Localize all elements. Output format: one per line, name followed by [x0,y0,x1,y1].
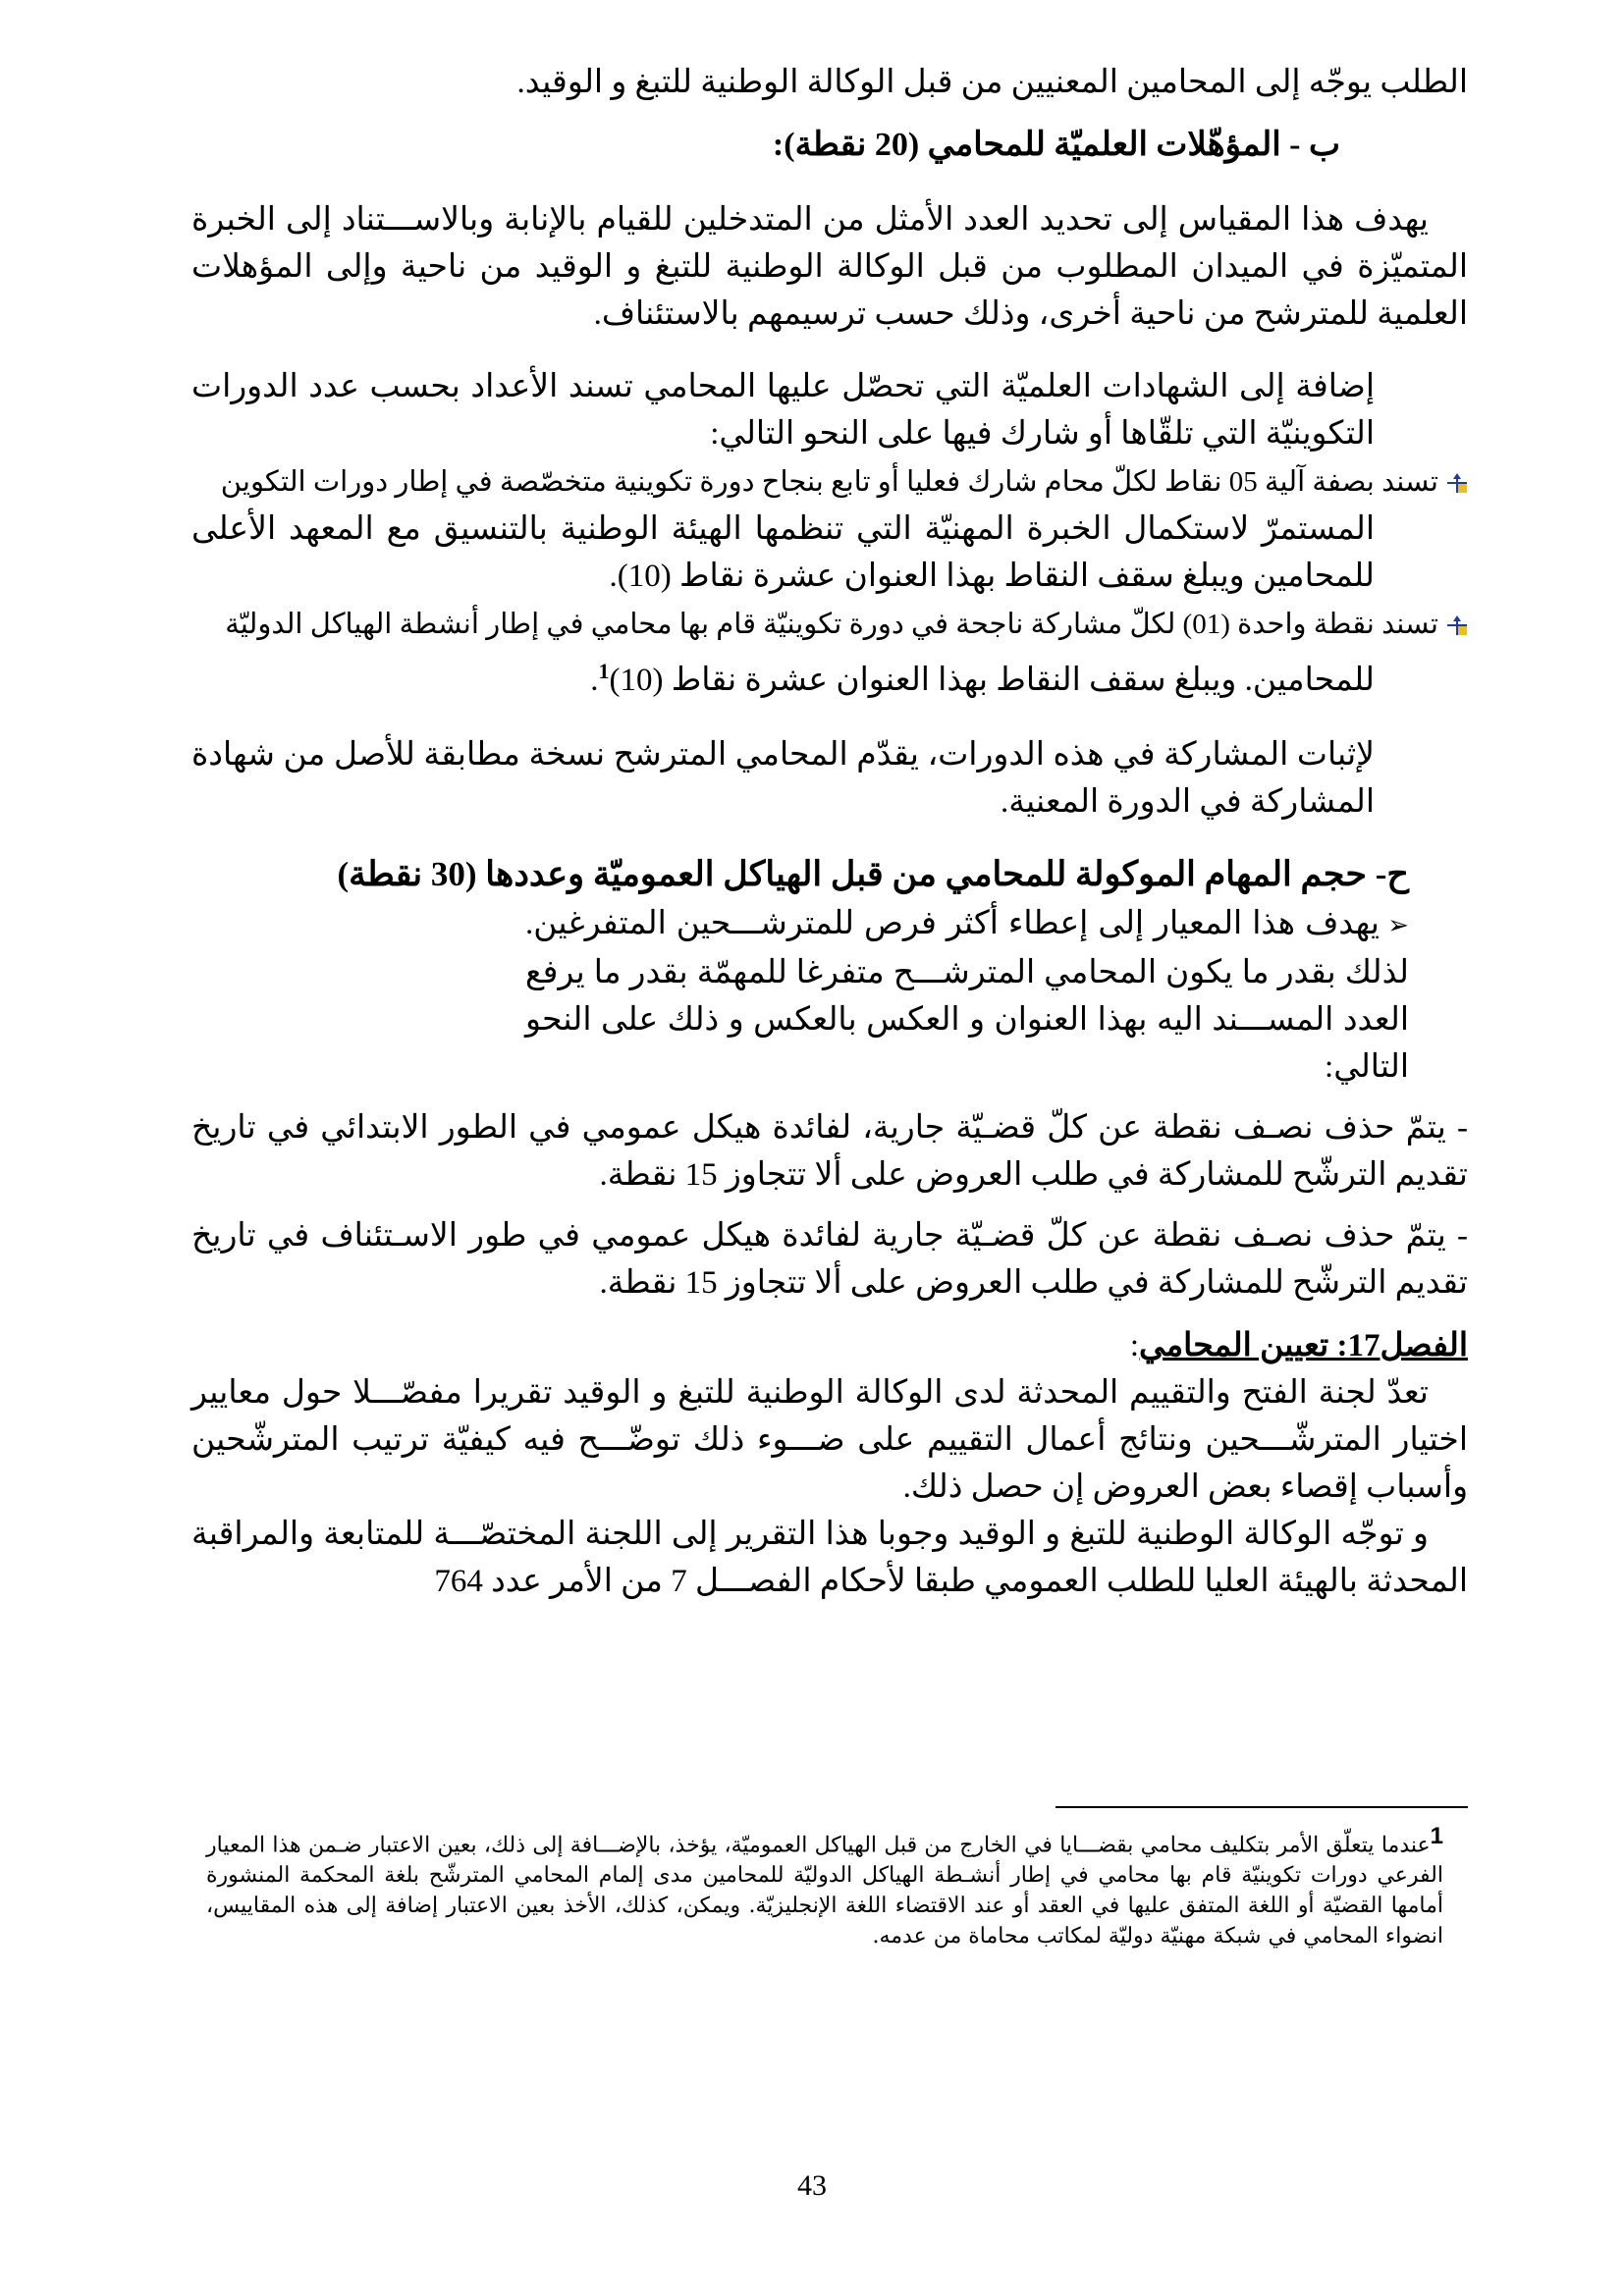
chapter-17-heading: الفصل17: تعيين المحامي [1138,1328,1468,1363]
footnote-text: عندما يتعلّق الأمر بتكليف محامي بقضـــايا في الخارج من قبل الهياكل العموميّة، يؤخذ، بالإضـــافة إلى ذلك، بعين الاعتبار ضـمن هذا المعيار الفرعي دورات تكوينيّة قام بها محامي في إطار أنشـطة الهياكل الدوليّة للمحامين مدى إلمام المحامي المترشّح بلغة المحكمة المنشورة أمامها القضيّة أو اللغة المتفق عليها في العقد أو عند الاقتضاء اللغة الإنجليزيّة. ويمكن، كذلك، الأخذ بعين الاعتبار إضافة إلى هذه المقاييس، انضواء المحامي في شبكة مهنيّة دوليّة لمكاتب محاماة من عدمه. [206,1833,1443,1949]
footnote-reference[interactable]: 1 [598,659,610,683]
chapter-17-paragraph-1: تعدّ لجنة الفتح والتقييم المحدثة لدى الوكالة الوطنية للتبغ و الوقيد تقريرا مفصّـــلا حول معايير اختيار المترشّـــحين ونتائج أعمال التقييم على ضـــوء ذلك توضّـــح فيه كيفيّة ترتيب المترشّحين وأسباب إقصاء بعض العروض إن حصل ذلك. [191,1375,1468,1505]
section-b-paragraph-1: يهدف هذا المقياس إلى تحديد العدد الأمثل من المتدخلين للقيام بالإنابة وبالاســـتناد إلى الخبرة المتميّزة في الميدان المطلوب من قبل الوكالة الوطنية للتبغ و الوقيد من ناحية وإلى المؤهلات العلمية للمترشح من ناحية أخرى، وذلك حسب ترسيمهم بالاستئناف. [191,202,1468,332]
intro-line: الطلب يوجّه إلى المحامين المعنيين من قبل الوكالة الوطنية للتبغ و الوقيد. [516,65,1468,100]
section-b-paragraph-2-block [191,363,1468,457]
section-b-heading: ب - المؤهّلات العلميّة للمحامي (20 نقطة): [772,127,1340,163]
list-item [191,600,1468,704]
arrow-list-item [525,900,1468,1091]
bullet-first-line [191,600,1468,648]
section-h-heading: ح- حجم المهام الموكولة للمحامي من قبل الهياكل العموميّة وعددها (30 نقطة) [337,855,1409,893]
document-page [191,59,1468,1605]
bullet-2-tail: . [590,663,599,698]
bullet-first-line [191,457,1468,506]
footnote-divider [1056,1806,1468,1808]
chapter-17-heading-line [191,1322,1468,1369]
dash-paragraph-2: - يتمّ حذف نصـف نقطة عن كلّ قضـيّة جارية لفائدة هيكل عمومي في طور الاسـتئناف في تاريخ تقديم الترشّح للمشاركة في طلب العروض على ألا تتجاوز 15 نقطة. [191,1218,1468,1301]
arrow-cross-bullet-icon [1446,614,1468,636]
arrow-item-text: يهدف هذا المعيار إلى إعطاء أكثر فرص للمترشـــحين المتفرغين. لذلك بقدر ما يكون المحامي المترشـــح متفرغا للمهمّة بقدر ما يرفع العدد المســـند اليه بهذا العنوان و العكس بالعكس و ذلك على النحو التالي: [525,906,1409,1085]
bullet-1-first-text: تسند بصفة آلية 05 نقاط لكلّ محام شارك فعليا أو تابع بنجاح دورة تكوينية متخصّصة في إطار دورات التكوين [220,466,1438,498]
bullet-2-rest: للمحامين. ويبلغ سقف النقاط بهذا العنوان عشرة نقاط (10) [609,663,1375,698]
bullet-2-rest-block [191,648,1468,704]
footnote-number: 1 [1430,1823,1443,1849]
dash-paragraph-1: - يتمّ حذف نصـف نقطة عن كلّ قضـيّة جارية، لفائدة هيكل عمومي في الطور الابتدائي في تاريخ تقديم الترشّح للمشاركة في طلب العروض على ألا تتجاوز 15 نقطة. [191,1110,1468,1193]
bullet-1-rest: المستمرّ لاستكمال الخبرة المهنيّة التي تنظمها الهيئة الوطنية بالتنسيق مع المعهد الأعلى للمحامين ويبلغ سقف النقاط بهذا العنوان عشرة نقاط (10). [191,511,1375,594]
chapter-17-paragraph-2: و توجّه الوكالة الوطنية للتبغ و الوقيد وجوبا هذا التقرير إلى اللجنة المختصّـــة للمتابعة والمراقبة المحدثة بالهيئة العليا للطلب العمومي طبقا لأحكام الفصـــل 7 من الأمر عدد 764 [191,1517,1468,1599]
section-b-paragraph-3: لإثبات المشاركة في هذه الدورات، يقدّم المحامي المترشح نسخة مطابقة للأصل من شهادة المشاركة في الدورة المعنية. [191,737,1375,820]
list-item [191,457,1468,600]
check-arrow-icon: ➢ [1387,911,1409,939]
section-b-paragraph-2: إضافة إلى الشهادات العلميّة التي تحصّل عليها المحامي تسند الأعداد بحسب عدد الدورات التكوينيّة التي تلقّاها أو شارك فيها على النحو التالي: [191,369,1375,452]
footnote-block [206,1821,1443,1951]
page-number: 43 [797,2169,827,2202]
chapter-17-colon: : [1129,1328,1139,1363]
bullet-2-first-text: تسند نقطة واحدة (01) لكلّ مشاركة ناجحة في دورة تكوينيّة قام بها محامي في إطار أنشطة الهياكل الدوليّة [225,609,1438,640]
arrow-cross-bullet-icon [1446,472,1468,494]
bullet-list [191,457,1468,704]
